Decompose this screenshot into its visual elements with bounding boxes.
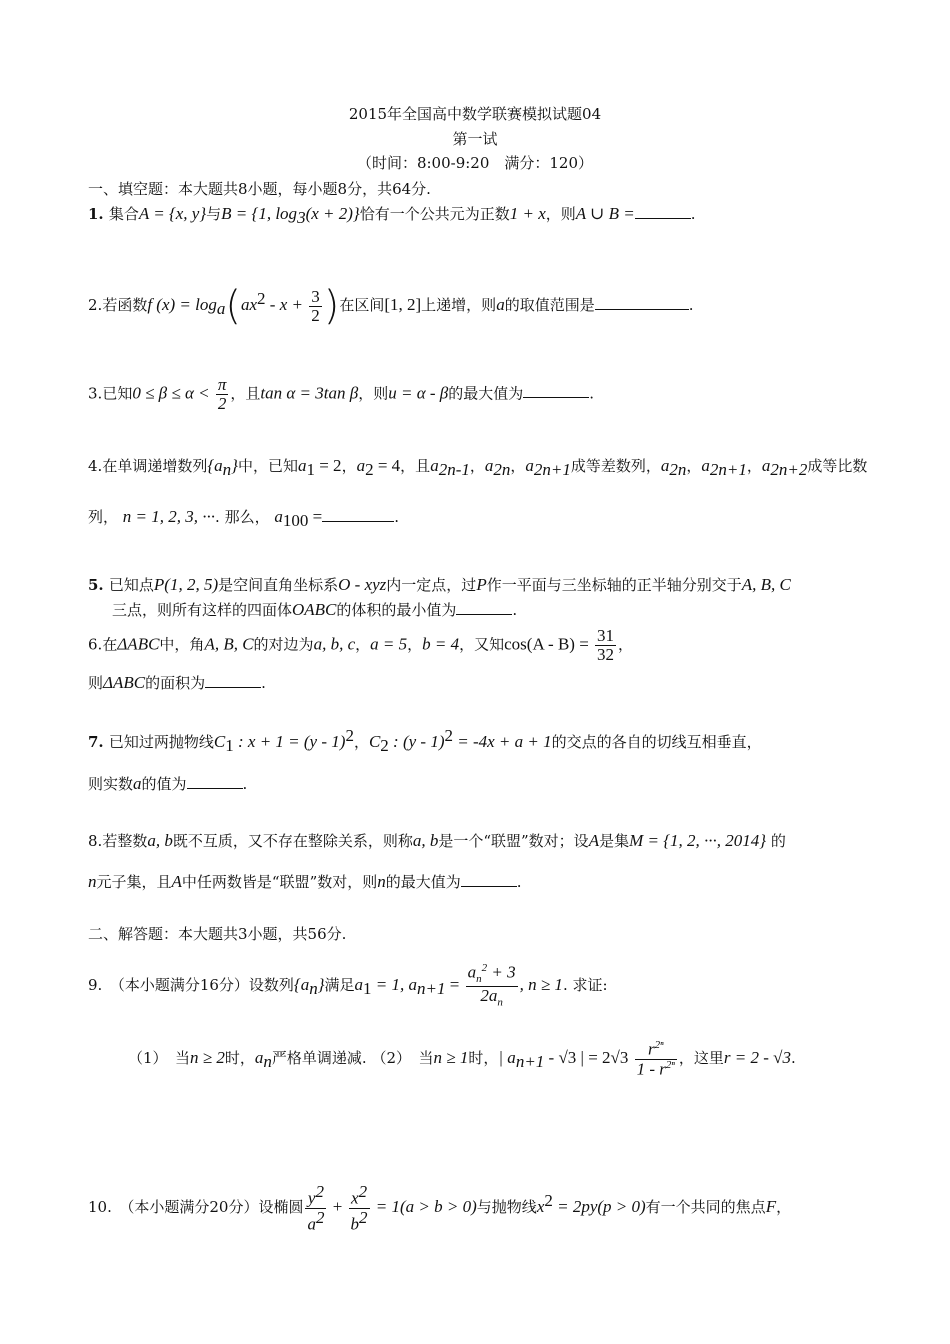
answer-blank[interactable] (456, 602, 512, 615)
section-heading-solutions: 二、解答题：本大题共3小题，共56分. (88, 925, 347, 943)
page-subtitle: 第一试 (452, 130, 498, 148)
question-7: 7. 已知过两抛物线$C_1$ : x + 1 = (y - 1)$^2$，$C_2$ : (y - 1)$^2$ = -4x + a + 1的交点的各自的切线互相垂直， (88, 726, 762, 755)
question-6-cont: 则ΔABC的面积为 . (88, 673, 266, 692)
question-6: 6.在ΔABC中，角A, B, C的对边为a, b, c，a = 5，b = 4，又知cos(A - B) = $\frac{31}{32}$ ， (88, 626, 634, 664)
section-heading-fill-in: 一、填空题：本大题共8小题，每小题8分，共64分. (88, 180, 431, 198)
question-number: 1. (88, 205, 109, 223)
question-number: 8. (88, 832, 103, 850)
question-9-parts: （1） 当n ≥ 2时，$a_n$严格单调递减. （2） 当n ≥ 1时，| $a_{n+1} - √3$ | = 2√3 $\frac{r^{2^n}}{1 - r^{2^n}}$ ，这里r = 2 - √3. (128, 1039, 796, 1079)
question-10: 10. （本小题满分20分）设椭圆 $\frac{y^2}{a^2}$ + $\frac{x^2}{b^2}$ = 1(a > b > 0)与抛物线$x^2 = 2py(p > 0)$有一个共同的焦点F， (88, 1182, 792, 1234)
question-number: 2. (88, 296, 103, 314)
answer-blank[interactable] (461, 874, 517, 887)
exam-time-info: （时间：8:00-9:20 满分：120） (356, 154, 594, 172)
question-5: 5. 已知点P(1, 2, 5)是空间直角坐标系O - xyz内一定点，过P作一平面与三坐标轴的正半轴分别交于A, B, C (88, 575, 791, 594)
question-4-cont: 列， n = 1, 2, 3, ···. 那么， $a_{100}$ = . (88, 507, 399, 530)
answer-blank[interactable] (205, 675, 261, 688)
question-number: 5. (88, 576, 109, 594)
question-7-cont: 则实数a的值为 . (88, 774, 248, 793)
question-5-cont: 三点，则所有这样的四面体OABC的体积的最小值为 . (112, 600, 518, 619)
answer-blank[interactable] (595, 297, 689, 310)
question-4: 4.在单调递增数列$\{a_n\}$中，已知$a_1 = 2$，$a_2 = 4$，且$a_{2n-1}$，$a_{2n}$，$a_{2n+1}$成等差数列，$a_{2n}$，$a_{2n+1}$，$a_{2n+2}$成等比数 (88, 456, 868, 479)
question-number: 4. (88, 457, 103, 475)
answer-blank[interactable] (322, 509, 394, 522)
question-3: 3.已知0 ≤ β ≤ α < $\frac{\pi}{2}$ ，且tan α = 3tan β，则u = α - β的最大值为 . (88, 375, 595, 413)
question-1: 1. 集合A = {x, y}与B = {1, $\log_3(x + 2)$}恰有一个公共元为正数1 + x，则A ∪ B = . (88, 204, 696, 227)
answer-blank[interactable] (635, 206, 691, 219)
answer-blank[interactable] (523, 385, 589, 398)
question-number: 7. (88, 733, 109, 751)
question-number: 3. (88, 384, 103, 403)
question-number: 10. (88, 1198, 127, 1216)
question-number: 9. (88, 975, 118, 994)
question-8: 8.若整数a, b既不互质，又不存在整除关系，则称a, b是一个“联盟”数对；设A是集M = {1, 2, ···, 2014} 的 (88, 831, 786, 850)
question-number: 6. (88, 635, 103, 654)
page-title: 2015年全国高中数学联赛模拟试题04 (348, 105, 602, 123)
question-9: 9. （本小题满分16分）设数列$\{a_n\}$满足$a_1 = 1$, $a_{n+1}$ = $\frac{a_n^2 + 3}{2a_n}$ , n ≥ 1. 求证: (88, 962, 608, 1008)
question-8-cont: n元子集，且A中任两数皆是“联盟”数对，则n的最大值为 . (88, 872, 522, 891)
answer-blank[interactable] (187, 776, 243, 789)
question-2: 2.若函数f $(x) = \log_a(ax^2 - x$ + $\frac{3}{2}$ )在区间[1, 2]上递增，则a的取值范围是 . (88, 283, 694, 329)
